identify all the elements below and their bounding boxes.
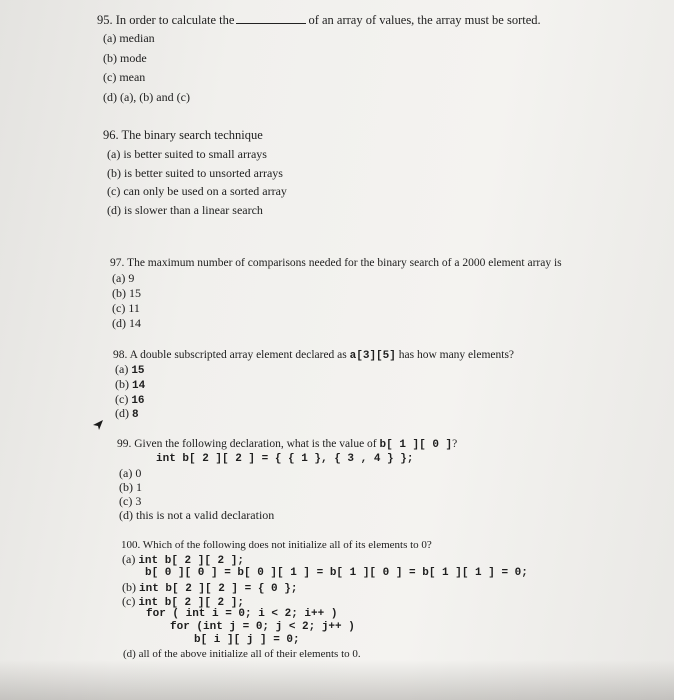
q98-stem-part-2: has how many elements? <box>398 349 515 361</box>
q100-option-a-code: int b[ 2 ][ 2 ]; <box>138 555 244 567</box>
mouse-pointer-icon <box>92 419 104 431</box>
q97-stem: 97. The maximum number of comparisons needed for the binary search of a 2000 element array is <box>110 257 562 269</box>
q97-option-d: (d) 14 <box>112 316 141 330</box>
q98-option-c-value: 16 <box>131 395 145 407</box>
q98-option-d <box>115 406 139 422</box>
q96-option-b: (b) is better suited to unsorted arrays <box>107 166 283 180</box>
answer-blank <box>236 12 306 24</box>
photo-shadow <box>0 660 674 700</box>
q95-option-a: (a) median <box>103 31 155 45</box>
q100-option-b-code: int b[ 2 ][ 2 ] = { 0 }; <box>139 583 298 595</box>
q96-option-c: (c) can only be used on a sorted array <box>107 184 287 198</box>
q99-stem-part-2: ? <box>452 438 458 450</box>
q99-option-d: (d) this is not a valid declaration <box>119 508 275 522</box>
q98-option-c-label: (c) <box>115 392 129 406</box>
q100-option-c-code-line4: b[ i ][ j ] = 0; <box>194 634 300 646</box>
q97-option-a: (a) 9 <box>112 271 135 285</box>
q100-option-a-label: (a) <box>122 552 136 566</box>
q98-option-b-value: 14 <box>132 380 146 392</box>
q95-option-d: (d) (a), (b) and (c) <box>103 90 190 104</box>
q100-option-c-label: (c) <box>122 594 136 608</box>
q100-option-d: (d) all of the above initialize all of their elements to 0. <box>123 648 361 660</box>
q95-option-b: (b) mode <box>103 51 147 65</box>
q100-option-b-label: (b) <box>122 580 136 594</box>
q96-option-a: (a) is better suited to small arrays <box>107 147 267 161</box>
q100-option-a-code-line2: b[ 0 ][ 0 ] = b[ 0 ][ 1 ] = b[ 1 ][ 0 ] = b[ 1 ][ 1 ] = 0; <box>145 567 528 579</box>
q98-stem-code: a[3][5] <box>349 350 396 362</box>
q97-option-b: (b) 15 <box>112 286 141 300</box>
q99-stem-part-1: 99. Given the following declaration, what is the value of <box>117 438 377 450</box>
q99-option-a: (a) 0 <box>119 466 142 480</box>
q99-code-declaration: int b[ 2 ][ 2 ] = { { 1 }, { 3 , 4 } }; <box>156 453 414 465</box>
q98-stem-part-1: 98. A double subscripted array element declared as <box>113 349 347 361</box>
q98-option-a-label: (a) <box>115 362 129 376</box>
q100-stem: 100. Which of the following does not initialize all of its elements to 0? <box>121 539 432 551</box>
q97-option-c: (c) 11 <box>112 301 140 315</box>
q100-option-c-code-line3: for (int j = 0; j < 2; j++ ) <box>170 621 355 633</box>
q95-stem-part-2: of an array of values, the array must be sorted. <box>308 13 541 27</box>
q95-stem-part-1: 95. In order to calculate the <box>97 13 235 27</box>
q98-option-a <box>115 362 145 378</box>
q95-stem <box>97 12 541 27</box>
q98-option-d-value: 8 <box>132 409 139 421</box>
q99-option-c: (c) 3 <box>119 494 142 508</box>
q100-option-c-code-line2: for ( int i = 0; i < 2; i++ ) <box>146 608 338 620</box>
q99-option-b: (b) 1 <box>119 480 142 494</box>
q98-option-b <box>115 377 145 393</box>
q98-option-a-value: 15 <box>131 365 145 377</box>
q99-stem <box>117 437 457 452</box>
q98-option-b-label: (b) <box>115 377 129 391</box>
q100-option-c-code: int b[ 2 ][ 2 ]; <box>138 597 244 609</box>
q99-stem-code: b[ 1 ][ 0 ] <box>379 439 453 451</box>
q96-stem: 96. The binary search technique <box>103 128 263 142</box>
q98-stem <box>113 348 514 363</box>
q98-option-d-label: (d) <box>115 406 129 420</box>
q95-option-c: (c) mean <box>103 70 146 84</box>
q96-option-d: (d) is slower than a linear search <box>107 203 263 217</box>
